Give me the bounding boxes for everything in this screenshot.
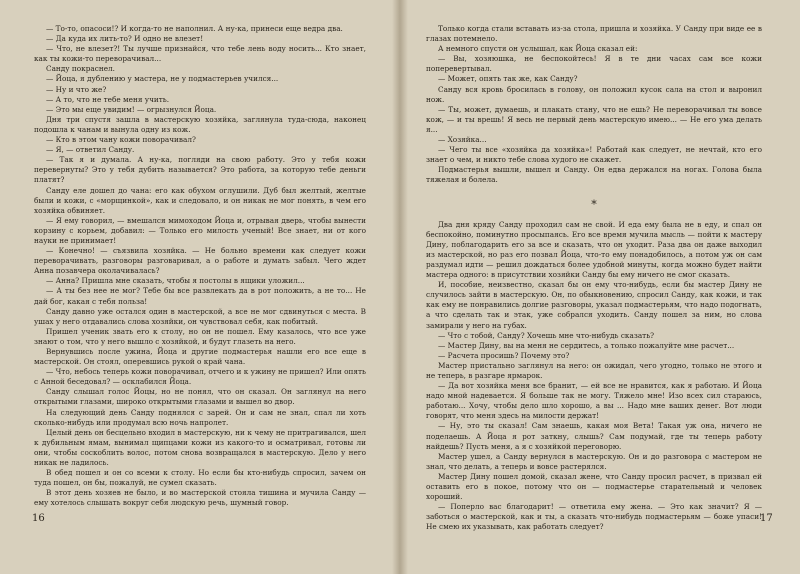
paragraph: — Конечно! — съязвила хозяйка. — Не больно времени как следует кожи переворачивать, разговоры разговаривал, а о работе и думать забыл. Чего ждет Анна позавчера околачивалась? (34, 246, 366, 276)
paragraph: И, пособие, неизвестно, сказал бы он ему что-нибудь, если бы мастер Дину не случилось зайти в мастерскую. Он, по обыкновению, спросил Санду, как кожи, и так как ему не понравились долгие разговоры, указал подмастерьям, что надо подогнать, а что сделать так и этак, уже собрался уходить. Санду пошел за ним, но слова замирали у него на губах. (426, 280, 762, 330)
page-number: 17 (760, 513, 773, 524)
paragraph: Санду вся кровь бросилась в голову, он положил кусок сала на стол и выронил нож. (426, 84, 762, 104)
paragraph: Дня три спустя зашла в мастерскую хозяйка, заглянула туда-сюда, наконец подошла к чанам и вынула одну из кож. (34, 114, 366, 134)
right-page (400, 0, 800, 574)
paragraph: — Что, не влезет?! Ты лучше признайся, что тебе лень воду носить... Кто знает, как ты кожи-то переворачивал... (34, 44, 366, 64)
paragraph: — А ты без нее не мог? Тебе бы все развлекать да в рот положить, а не то... Не дай бог, какая с тебя польза! (34, 286, 366, 306)
paragraph: — Что с тобой, Санду? Хочешь мне что-нибудь сказать? (438, 330, 655, 340)
paragraph: — Так я и думала. А ну-ка, погляди на свою работу. Это у тебя кожи перевернуты? Это у тебя дубить называется? Это работа, за которую тебе деньги платят? (34, 155, 366, 185)
paragraph: — Что, небось теперь кожи поворачивал, отчего и к ужину не пришел? Или опять с Анной беседовал? — осклабился Йоца. (34, 367, 366, 387)
paragraph: — Ну и что же? (46, 84, 107, 94)
paragraph: — Да куда их лить-то? И одно не влезет! (46, 34, 204, 44)
paragraph: — Поперло вас благодарит! — ответила ему жена. — Это как значит? Я — заботься о мастерской, как и ты, а сказать что-нибудь подмастерьям — боже упаси! Не смею их указывать, как работать следует? (426, 502, 762, 532)
paragraph: Санду слышал голос Йоцы, но не понял, что он сказал. Он заглянул на него открытыми глазами, широко открытыми глазами и вышел во двор. (34, 387, 366, 407)
paragraph: — Я, — ответил Санду. (46, 145, 135, 155)
paragraph: В этот день хозяев не было, и во мастерской стояла тишина и мучила Санду — ему хотелось слышать вокруг себя людскую речь, шумный говор. (34, 488, 366, 508)
paragraph: Санду давно уже остался один в мастерской, а все не мог сдвинуться с места. В ушах у него отдавались слова хозяйки, он чувствовал себя, как побитый. (34, 306, 366, 326)
paragraph: Пришел ученик звать его к столу, но он не пошел. Ему казалось, что все уже знают о том, что у него вышло с хозяйкой, и будут глазеть на него. (34, 326, 366, 346)
paragraph: — Йоца, я дублению у мастера, не у подмастерьев учился... (46, 74, 279, 84)
paragraph: — Анна? Пришла мне сказать, чтобы я постолы в ящики уложил... (46, 276, 305, 286)
section-separator: * (591, 197, 597, 211)
paragraph: Мастер Дину пошел домой, сказал жене, что Санду просил расчет, в призвал ей оставить его в покое, потому что он — подмастерье старательный и человек хороший. (426, 471, 762, 502)
paragraph: — Расчета просишь? Почему это? (438, 350, 570, 360)
paragraph: — А то, что не тебе меня учить. (46, 94, 170, 104)
page-number: 16 (32, 513, 45, 524)
paragraph: — Чего ты все «хозяйка да хозяйка»! Работай как следует, не нечтай, кто его знает о чем, и никто тебе слова худого не скажет. (426, 145, 762, 165)
paragraph: — Ты, может, думаешь, и плакать стану, что не ешь? Не переворачивал ты вовсе кож, — и ты врешь! Я весь не первый день мастерскую имею... — Не его ума делать я... (426, 104, 762, 134)
paragraph: — То-то, опасоси!? И когда-то не наполнил. А ну-ка, принеси еще ведра два. (46, 24, 343, 33)
paragraph: Мастер пристально заглянул на него: он ожидал, чего угодно, только не этого и не теперь, в разгаре ярмарок. (426, 360, 762, 380)
paragraph: — Ну, это ты сказал! Сам знаешь, какая моя Вета! Такая уж она, ничего не поделаешь. А Йоца я рот заткну, слышь? Сам подумай, где ты теперь работу найдешь? Пусть меня, а я с хозяйкой переговорю. (426, 421, 762, 451)
paragraph: — Хозяйка... (438, 135, 487, 145)
left-page-text (34, 24, 366, 509)
paragraph: — Мастер Дину, вы на меня не сердитесь, а только пожалуйте мне расчет... (438, 340, 735, 350)
paragraph: Мастер ушел, а Санду вернулся в мастерскую. Он и до разговора с мастером не знал, что делать, а теперь и вовсе растерялся. (426, 451, 762, 471)
paragraph: Целый день он бесцельно входил в мастерскую, ни к чему не притрагивался, шел к дубильным ямам, вынимал щипцами кожи из какого-то и осматривал, готовы ли они, чтобы соскоблить волос, потом снова возвращался в мастерскую. Дело у него никак не ладилось. (34, 427, 366, 468)
paragraph: Только когда стали вставать из-за стола, пришла и хозяйка. У Санду при виде ее в глазах потемнело. (426, 24, 762, 44)
paragraph: — Кто в этом чану кожи поворачивал? (46, 135, 196, 145)
paragraph: В обед пошел и он со всеми к столу. Но если бы кто-нибудь спросил, зачем он туда пошел, он бы, пожалуй, не сумел сказать. (34, 468, 366, 488)
paragraph: — Вы, хозяюшка, не беспокойтесь! Я в те дни часах сам все кожи поперевертывал. (426, 54, 762, 74)
paragraph: — Да вот хозяйка меня все бранит, — ей все не нравится, как я работаю. И Йоца надо мной надевается. Я больше так не могу. Тяжело мне! Изо всех сил стараюсь, работаю... Хочу, чтобы дело шло хорошо, а вы ... Надо мне ваших денег. Вот люди говорят, что меня здесь на милости держат! (426, 381, 762, 421)
paragraph: — Это мы еще увидим! — огрызнулся Йоца. (46, 104, 217, 114)
paragraph: — Может, опять так же, как Санду? (438, 74, 578, 84)
paragraph: Вернувшись после ужина, Йоца и другие подмастерья нашли его все еще в мастерской. Он стоял, оперевшись рукой о край чана. (34, 347, 366, 367)
paragraph: Санду еле дошел до чана: его как обухом оглушили. Дуб был желтый, желтые были и кожи, с «морщинкой», как и следовало, и он никак не мог понять, в чем его хозяйка обвиняет. (34, 185, 366, 215)
right-page-text (426, 24, 762, 533)
paragraph: Два дня кряду Санду проходил сам не свой. И еда ему была не в еду, и спал он беспокойно, поминутно просыпаясь. Его все время мучила мысль — пойти к мастеру Дину, поблагодарить его за все и сказать, что он уходит. Раза два он даже выходил из мастерской, но раз его позвал Йоца, что-то ему понадобилось, а потом уж он сам раздумал идти — решил дождаться более удобной минуты, когда можно будет найти мастера одного: в присутствии хозяйки Санду бы ему ничего не смог сказать. (426, 219, 762, 280)
paragraph: — Я ему говорил, — вмешался мимоходом Йоца и, отрывая дверь, чтобы вынести корзину с корьем, добавил: — Только его милость ученый! Все знает, ни от кого науки не принимает! (34, 215, 366, 245)
paragraph: А немного спустя он услышал, как Йоца сказал ей: (438, 44, 638, 54)
paragraph: Подмастерья вышли, вышел и Санду. Он едва держался на ногах. Голова была тяжелая и болела. (426, 165, 762, 185)
book-gutter (392, 0, 408, 574)
paragraph: На следующий день Санду поднялся с зарей. Он и сам не знал, спал ли хоть сколько-нибудь или продумал всю ночь напролет. (34, 407, 366, 427)
paragraph: Санду покраснел. (46, 64, 115, 74)
